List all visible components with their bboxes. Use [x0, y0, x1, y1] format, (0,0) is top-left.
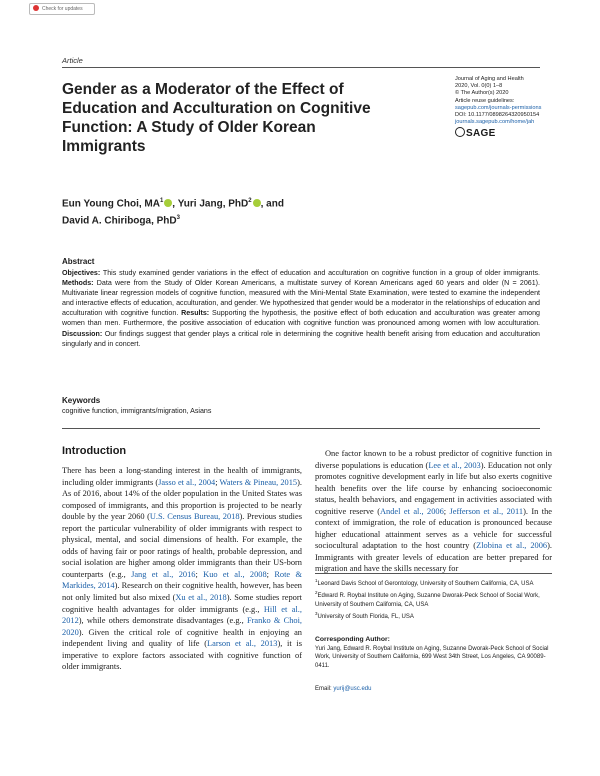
- check-for-updates-badge[interactable]: [29, 3, 95, 15]
- keywords-heading: Keywords: [62, 396, 101, 405]
- email-link[interactable]: yurij@usc.edu: [333, 686, 372, 692]
- citation-link[interactable]: Andel et al., 2006: [379, 506, 444, 516]
- footnote-divider: [315, 573, 552, 574]
- sage-logo: SAGE: [455, 127, 555, 137]
- citation-link[interactable]: Jefferson et al., 2011: [449, 506, 524, 516]
- journal-issue: 2020, Vol. 0(0) 1–8: [455, 83, 503, 90]
- author-name: Yuri Jang, PhD: [177, 198, 249, 210]
- author-name: Eun Young Choi, MA: [62, 198, 160, 210]
- affiliation-3: $^3$University of South Florida, FL, USA: [315, 611, 414, 621]
- affiliation-2: $^2$Edward R. Roybal Institute on Aging, Suzanne Dworak-Peck School of Social Work, University of Southern California, CA, USA: [315, 590, 540, 608]
- body-paragraph-2: One factor known to be a robust predictor of cognitive function in diverse populations is education (Lee et al., 2003). Education not only promotes cognitive development early in life but also exerts cognitive health benefits over the life course by enhancing socioeconomic status, health behaviors, and engagement in activities associated with cognitive reserve (Andel et al., 2006; Jefferson et al., 2011). In the context of immigration, the role of education is pronounced because higher educational attainment serves as a vehicle for successful sociocultural adaptation to the host country (Zlobina et al., 2006). Immigrants with greater levels of education are better prepared for migration and have the skills necessary for: [315, 449, 553, 574]
- corresponding-author-address: Yuri Jang, Edward R. Roybal Institute on Aging, Suzanne Dworak-Peck School of Social Work, University of Southern California, 699 West 34th Street, Los Angeles, CA 90089-0411.: [315, 646, 549, 669]
- updates-icon: [33, 5, 39, 11]
- citation-link[interactable]: Kuo et al., 2008: [203, 569, 267, 579]
- citation-link[interactable]: Larson et al., 2013: [207, 639, 278, 649]
- affiliations: [315, 577, 552, 623]
- orcid-icon[interactable]: [164, 199, 172, 207]
- keywords-list: cognitive function, immigrants/migration, Asians: [62, 407, 212, 415]
- author-name: David A. Chiriboga, PhD: [62, 215, 177, 227]
- journal-info: [455, 76, 555, 138]
- citation-link[interactable]: Jasso et al., 2004: [158, 477, 216, 487]
- author-list: Eun Young Choi, $MA^1$ , Yuri Jang, PhD$^2$ , and David A. Chiriboga, PhD$^3$: [62, 198, 284, 227]
- citation-link[interactable]: Zlobina et al., 2006: [476, 541, 548, 551]
- orcid-icon[interactable]: [253, 199, 261, 207]
- affiliation-1: $^1$Leonard Davis School of Gerontology, University of Southern California, CA, USA: [315, 578, 534, 587]
- doi: DOI: 10.1177/0898264320950154: [455, 112, 540, 119]
- citation-link[interactable]: Franko & Choi, 2020: [62, 616, 303, 637]
- abstract-heading: Abstract: [62, 257, 95, 266]
- article-type-label: Article: [62, 56, 83, 65]
- citation-link[interactable]: Rote & Markides, 2014: [62, 569, 302, 591]
- citation-link[interactable]: Jang et al., 2016: [131, 569, 196, 579]
- journal-home-link[interactable]: journals.sagepub.com/home/jah: [455, 119, 535, 126]
- section-heading-introduction: Introduction: [62, 445, 127, 457]
- citation-link[interactable]: Waters & Pineau, 2015: [219, 477, 298, 487]
- sage-logo-icon: [455, 127, 465, 137]
- paper-title: Gender as a Moderator of the Effect of Education and Acculturation on Cognitive Function: A Study of Older Korean Immigrants: [62, 81, 371, 155]
- header-divider: [62, 67, 540, 68]
- updates-label: Check for updates: [42, 6, 83, 12]
- citation-link[interactable]: Lee et al., 2003: [428, 460, 481, 470]
- journal-name: Journal of Aging and Health: [455, 76, 524, 82]
- section-divider: [62, 428, 540, 429]
- reuse-guidelines: Article reuse guidelines:: [455, 97, 515, 104]
- corresponding-email: Email: yurij@usc.edu: [315, 686, 372, 692]
- abstract-body: Objectives: This study examined gender variations in the effect of education and acculturation on cognitive function in a group of older immigrants. Methods: Data were from the Study of Older Korean Americans, a multistate survey of Korean Americans aged 60 years and older (N = 2061). Multivariate linear regression models of cognitive function, measured with the Mini-Mental State Examination, were tested to examine the independent and interactive effects of education, acculturation, and gender. We hypothesized that gender would be a moderator in the relationships of education and acculturation with cognitive function. Results: Supporting the hypothesis, the positive effect of both education and acculturation was greater among women than men. Furthermore, the positive association of education with cognitive function was pronounced among women with low acculturation. Discussion: Our findings suggest that gender plays a critical role in determining the cognitive health benefit arising from education and acculturation singularly and in concert.: [62, 269, 540, 348]
- body-paragraph-1: There has been a long-standing interest in the health of immigrants, including older immigrants (Jasso et al., 2004; Waters & Pineau, 2015). As of 2016, about 14% of the older population in the United States was composed of immigrants, and this proportion is projected to be nearly double by the year 2060 (U.S. Census Bureau, 2018). Previous studies report the particular vulnerability of older immigrants with respect to physical, mental, and social dimensions of health. For example, the odds of having fair or poor ratings of health, probable depression, and social isolation are higher among older immigrants than their US-born counterparts (e.g., Jang et al., 2016; Kuo et al., 2008; Rote & Markides, 2014). Research on their cognitive health, however, has been not only limited but also mixed (Xu et al., 2018). Some studies report cognitive health advantages for older immigrants (e.g., Hill et al., 2012), while others demonstrate disadvantages (e.g., Franko & Choi, 2020). Given the critical role of cognitive health in enjoying an independent living and quality of life (Larson et al., 2013), it is imperative to explore factors associated with cognitive function of older immigrants.: [62, 466, 303, 672]
- citation-link[interactable]: Hill et al., 2012: [62, 604, 302, 626]
- journal-copyright: © The Author(s) 2020: [455, 90, 509, 97]
- corresponding-author-heading: Corresponding Author:: [315, 636, 390, 643]
- permissions-link[interactable]: sagepub.com/journals-permissions: [455, 104, 542, 111]
- citation-link[interactable]: U.S. Census Bureau, 2018: [149, 512, 240, 522]
- citation-link[interactable]: Xu et al., 2018: [175, 593, 227, 603]
